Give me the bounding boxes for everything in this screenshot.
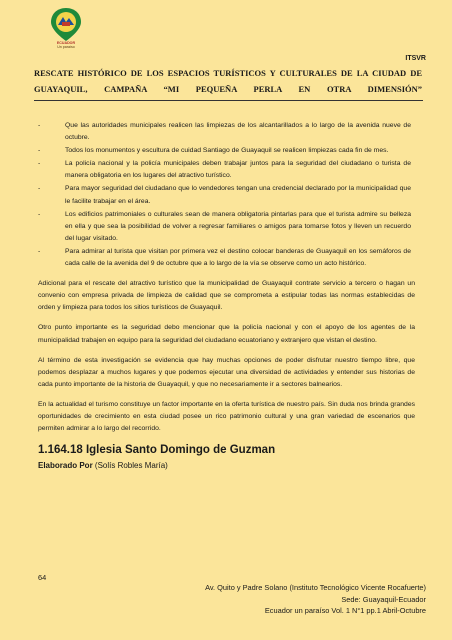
list-item-text: Para mayor seguridad del ciudadano que lo vendedores tengan una credencial declarado por la municipalidad que le facilite trabajar en el área. xyxy=(65,185,411,205)
header-title: RESCATE HISTÓRICO DE LOS ESPACIOS TURÍSTICOS Y CULTURALES DE LA CIUDAD DE GUAYAQUIL, CAMPAÑA “MI PEQUEÑA PERLA EN OTRA DIMENSIÓN” xyxy=(34,68,422,94)
map-pin-logo-icon xyxy=(40,6,92,42)
paragraph: Adicional para el rescate del atractivo turístico que la municipalidad de Guayaquil contrate servicio a tercero o hagan un convenio con empresa privada de limpieza de calidad que se comprometa a estipular todas las normas establecidas de orden y limpieza para todos los sitios turísticos de Guayaquil. xyxy=(38,280,415,312)
author-name: (Solís Robles María) xyxy=(92,461,168,471)
author-label: Elaborado Por xyxy=(38,461,93,471)
bullet-dash: - xyxy=(38,185,41,193)
page-number: 64 xyxy=(38,573,47,582)
footer-address: Av. Quito y Padre Solano (Instituto Tecnológico Vicente Rocafuerte) xyxy=(205,583,426,592)
logo-caption xyxy=(40,41,92,50)
list-item-text: La policía nacional y la policía municipales deben trabajar juntos para la seguridad del ciudadano o turista de manera obligatoria en los lugares del atractivo turístico. xyxy=(65,160,411,180)
list-item xyxy=(38,209,415,245)
paragraph: Otro punto importante es la seguridad debo mencionar que la policía nacional y con el apoyo de los agentes de la municipalidad trabajen en equipo para la seguridad del ciudadano ecuatoriano y extranjero que vistan el destino. xyxy=(38,324,415,344)
list-item-text: Para admirar al turista que visitan por primera vez el destino colocar banderas de Guayaquil en los semáforos de cada calle de la avenida del 9 de octubre que a lo largo de la vía se observe como un acto histórico. xyxy=(65,247,411,268)
bullet-dash: - xyxy=(38,147,41,155)
list-item-text: Todos los monumentos y escultura de cuidad Santiago de Guayaquil se realicen limpiezas cada fin de mes. xyxy=(65,147,389,155)
footer-journal: Ecuador un paraíso Vol. 1 N°1 pp.1 Abril-Octubre xyxy=(264,606,426,615)
list-item xyxy=(38,120,415,144)
document-body xyxy=(38,120,415,471)
paragraph: En la actualidad el turismo constituye un factor importante en la oferta turística de nuestro país. Sin duda nos brinda grandes oportunidades de crecimiento en esta ciudad posee un rico patrimonio cultural y una gran variedad de escenarios que permiten admirar a lo largo del recorrido. xyxy=(38,400,415,433)
footer xyxy=(205,582,426,617)
header-divider xyxy=(34,100,423,101)
author-line xyxy=(38,460,415,471)
list-item-text: Los edificios patrimoniales o culturales sean de manera obligatoria pintarlas para que el turista admire su belleza en ella y que sea la posibilidad de volver a regresar familiares o amigos para tomarse fotos y lleven un recuerdo del lugar visitado. xyxy=(65,210,411,242)
list-item xyxy=(38,145,415,157)
section-heading: 1.164.18 Iglesia Santo Domingo de Guzman xyxy=(38,444,276,457)
bullet-dash: - xyxy=(38,210,41,218)
recommendations-list xyxy=(38,120,415,270)
logo-brand: ECUADOR xyxy=(56,41,76,45)
bullet-dash: - xyxy=(38,122,41,129)
list-item xyxy=(38,246,415,270)
header-code: ITSVR xyxy=(405,55,426,62)
list-item xyxy=(38,158,415,182)
list-item xyxy=(38,183,415,207)
bullet-dash: - xyxy=(38,160,41,168)
footer-location: Sede: Guayaquil-Ecuador xyxy=(341,594,426,604)
paragraph: Al término de esta investigación se evidencia que hay muchas opciones de poder disfrutar nuestro tiempo libre, que podemos desplazar a muchos lugares y que podemos ejecutar una diversidad de actividades y entender sus historias de cada punto importante de la historia de Guayaquil, y que no necesariamente ir a sectores balnearios. xyxy=(38,356,415,388)
list-item-text: Que las autoridades municipales realicen las limpiezas de los alcantarillados a lo largo de la avenida nueve de octubre. xyxy=(65,122,411,142)
logo-tagline: Un paraíso xyxy=(57,45,75,50)
bullet-dash: - xyxy=(38,247,41,255)
